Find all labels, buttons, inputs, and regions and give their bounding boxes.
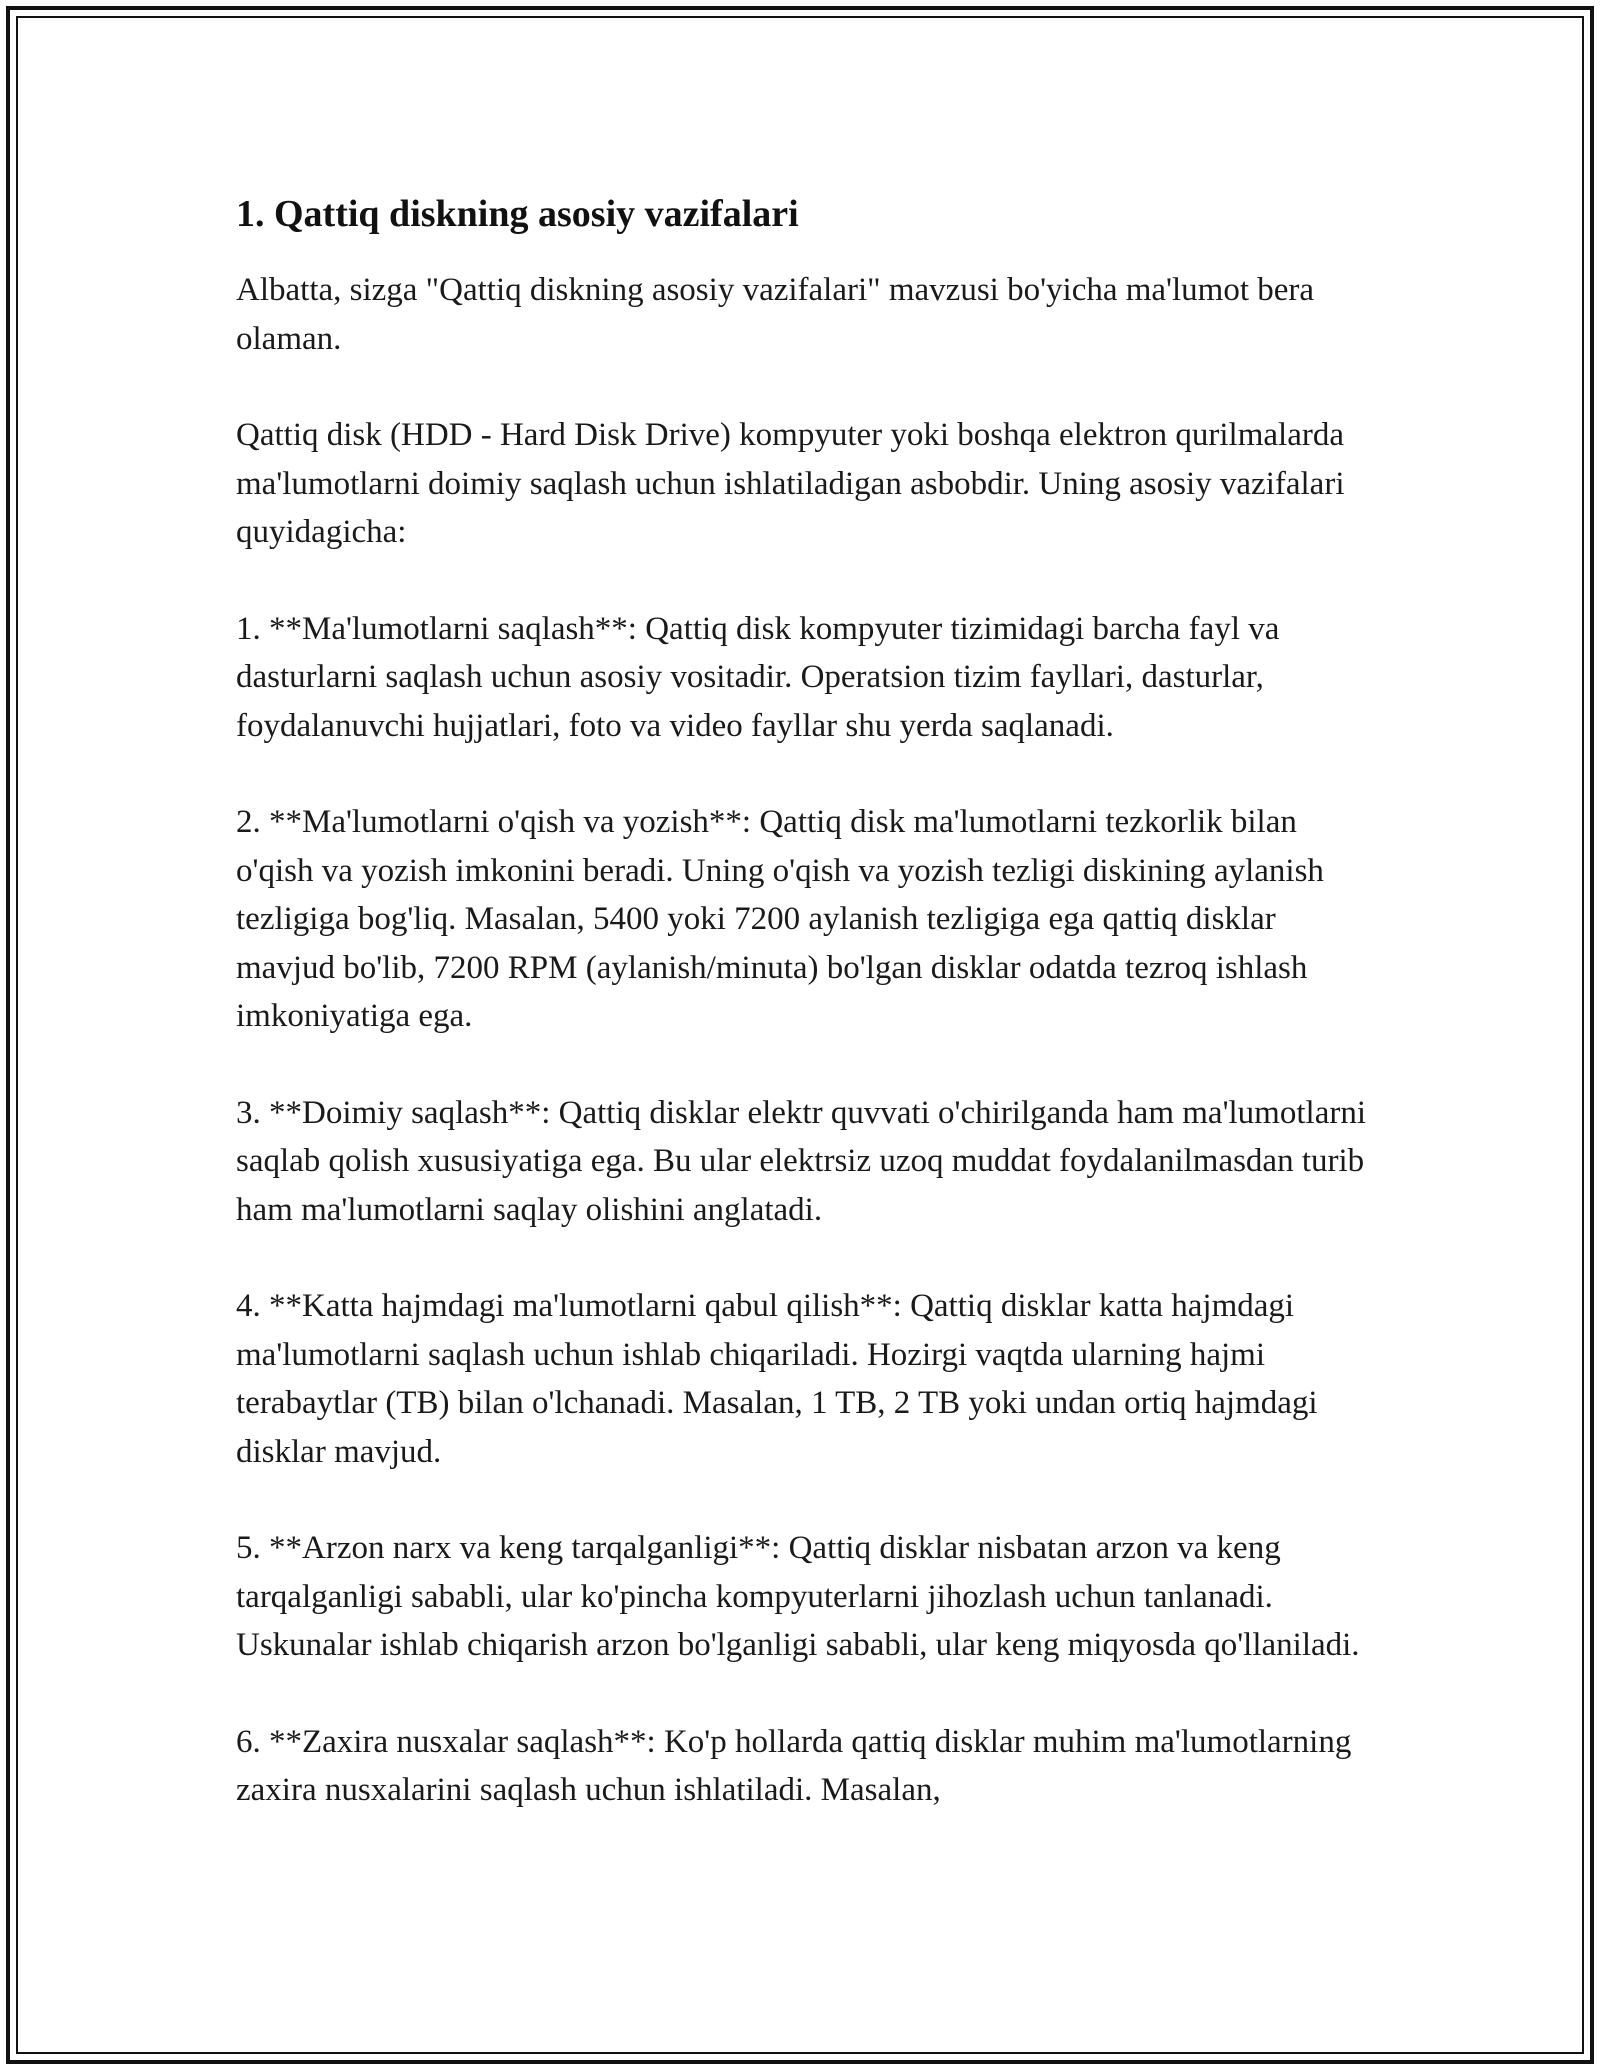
list-item-storage: 1. **Ma'lumotlarni saqlash**: Qattiq disk kompyuter tizimidagi barcha fayl va dasturlarni saqlash uchun asosiy vositadir. Operatsion tizim fayllari, dasturlar, foydalanuvchi hujjatlari, foto va video fayllar shu yerda saqlanadi.	[236, 610, 1280, 744]
list-item-persistent-storage: 3. **Doimiy saqlash**: Qattiq disklar elektr quvvati o'chirilganda ham ma'lumotlarni saqlab qolish xususiyatiga ega. Bu ular elektrsiz uzoq muddat foydalanilmasdan turib ham ma'lumotlarni saqlay olishini anglatadi.	[236, 1094, 1366, 1228]
list-item-large-capacity: 4. **Katta hajmdagi ma'lumotlarni qabul qilish**: Qattiq disklar katta hajmdagi ma'lumotlarni saqlash uchun ishlab chiqariladi. Hozirgi vaqtda ularning hajmi terabaytlar (TB) bilan o'lchanadi. Masalan, 1 TB, 2 TB yoki undan ortiq hajmdagi disklar mavjud.	[236, 1288, 1318, 1470]
document-body	[236, 188, 1366, 1815]
section-heading: 1. Qattiq diskning asosiy vazifalari	[236, 193, 799, 235]
list-item-read-write: 2. **Ma'lumotlarni o'qish va yozish**: Qattiq disk ma'lumotlarni tezkorlik bilan o'qish va yozish imkonini beradi. Uning o'qish va yozish tezligi diskining aylanish tezligiga bog'liq. Masalan, 5400 yoki 7200 aylanish tezligiga ega qattiq disklar mavjud bo'lib, 7200 RPM (aylanish/minuta) bo'lgan disklar odatda tezroq ishlash imkoniyatiga ega.	[236, 804, 1324, 1034]
definition-paragraph: Qattiq disk (HDD - Hard Disk Drive) kompyuter yoki boshqa elektron qurilmalarda ma'lumotlarni doimiy saqlash uchun ishlatiladigan asbobdir. Uning asosiy vazifalari quyidagicha:	[236, 417, 1345, 550]
intro-paragraph: Albatta, sizga "Qattiq diskning asosiy vazifalari" mavzusi bo'yicha ma'lumot bera olaman.	[236, 272, 1315, 357]
list-item-backup: 6. **Zaxira nusxalar saqlash**: Ko'p hollarda qattiq disklar muhim ma'lumotlarning zaxira nusxalarini saqlash uchun ishlatiladi. Masalan,	[236, 1723, 1352, 1808]
list-item-low-price: 5. **Arzon narx va keng tarqalganligi**: Qattiq disklar nisbatan arzon va keng tarqalganligi sababli, ular ko'pincha kompyuterlarni jihozlash uchun tanlanadi. Uskunalar ishlab chiqarish arzon bo'lganligi sababli, ular keng miqyosda qo'llaniladi.	[236, 1530, 1360, 1663]
